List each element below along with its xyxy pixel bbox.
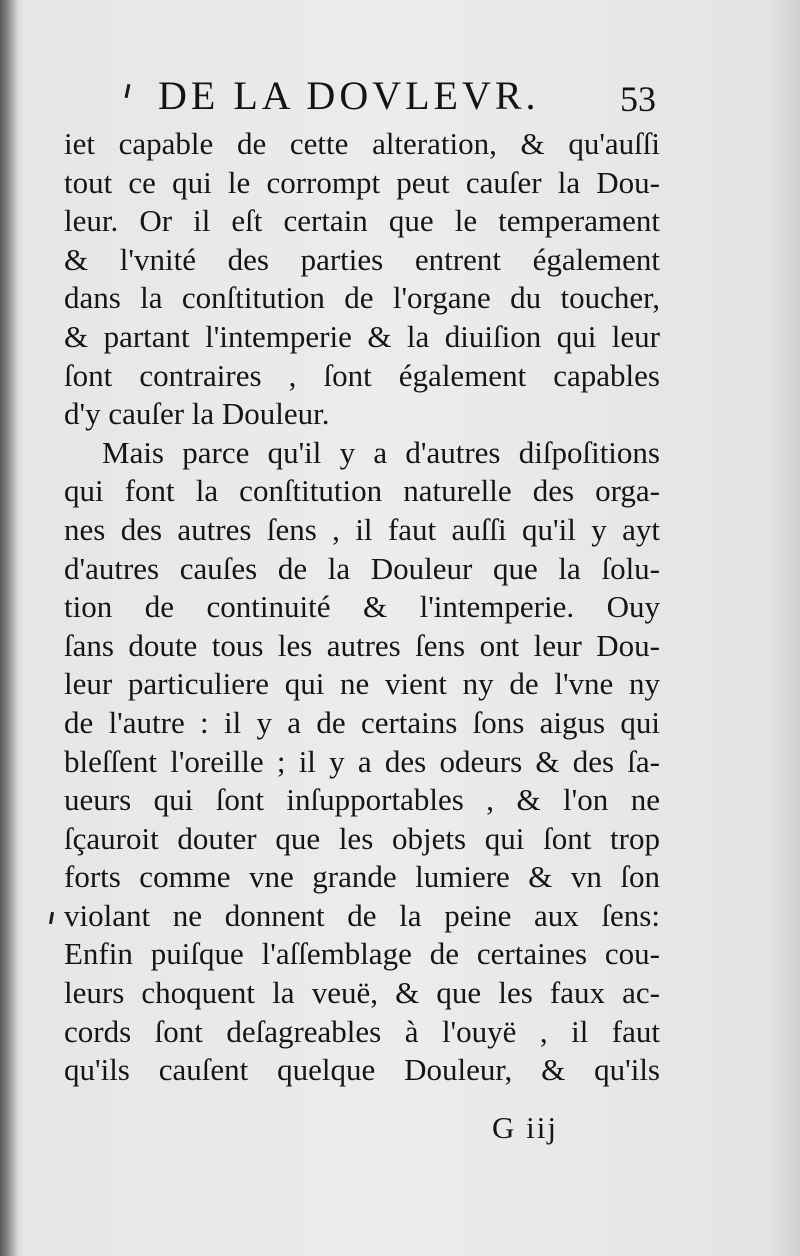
- text-line: leur particuliere qui ne vient ny de l'vne ny: [64, 666, 660, 702]
- text-line: Enfin puiſque l'aſſemblage de certaines cou-: [64, 936, 660, 972]
- text-line: de l'autre : il y a de certains ſons aigus qui: [64, 704, 660, 740]
- text-line: ſçauroit douter que les objets qui ſont trop: [64, 820, 660, 856]
- text-line: ſans doute tous les autres ſens ont leur Dou-: [64, 627, 660, 663]
- text-line: d'autres cauſes de la Douleur que la ſolu-: [64, 550, 660, 586]
- margin-mark: [49, 912, 54, 924]
- text-line: tion de continuité & l'intemperie. Ouy: [64, 589, 660, 625]
- text-line: ueurs qui ſont inſupportables , & l'on ne: [64, 782, 660, 818]
- text-line-paragraph-start: Mais parce qu'il y a d'autres diſpoſitions: [102, 434, 660, 470]
- text-line: leur. Or il eſt certain que le temperament: [64, 203, 660, 239]
- gutter-shadow: [0, 0, 18, 1256]
- text-line: qu'ils cauſent quelque Douleur, & qu'ils: [64, 1052, 660, 1088]
- text-line: iet capable de cette alteration, & qu'auſſi: [64, 126, 660, 161]
- body-text: [64, 125, 660, 1090]
- page-number: 53: [620, 79, 656, 119]
- text-line: d'y cauſer la Douleur.: [64, 396, 330, 432]
- page-header: [128, 72, 668, 122]
- text-line: dans la conſtitution de l'organe du toucher,: [64, 280, 660, 316]
- text-line: & l'vnité des parties entrent également: [64, 241, 660, 277]
- text-line: tout ce qui le corrompt peut cauſer la Dou-: [64, 164, 660, 200]
- text-line: leurs choquent la veuë, & que les faux ac-: [64, 975, 660, 1011]
- text-line: qui font la conſtitution naturelle des orga-: [64, 473, 660, 509]
- text-line: cords ſont deſagreables à l'ouyë , il faut: [64, 1013, 660, 1049]
- running-title: DE LA DOVLEVR.: [158, 73, 540, 118]
- text-line: forts comme vne grande lumiere & vn ſon: [64, 859, 660, 895]
- text-line: bleſſent l'oreille ; il y a des odeurs & des ſa-: [64, 743, 660, 779]
- text-line: violant ne donnent de la peine aux ſens:: [64, 897, 660, 933]
- text-line: ſont contraires , ſont également capables: [64, 357, 660, 393]
- text-line: & partant l'intemperie & la diuiſion qui leur: [64, 318, 660, 354]
- text-line: nes des autres ſens , il faut auſſi qu'il y ayt: [64, 511, 660, 547]
- signature-mark: G iij: [492, 1110, 558, 1145]
